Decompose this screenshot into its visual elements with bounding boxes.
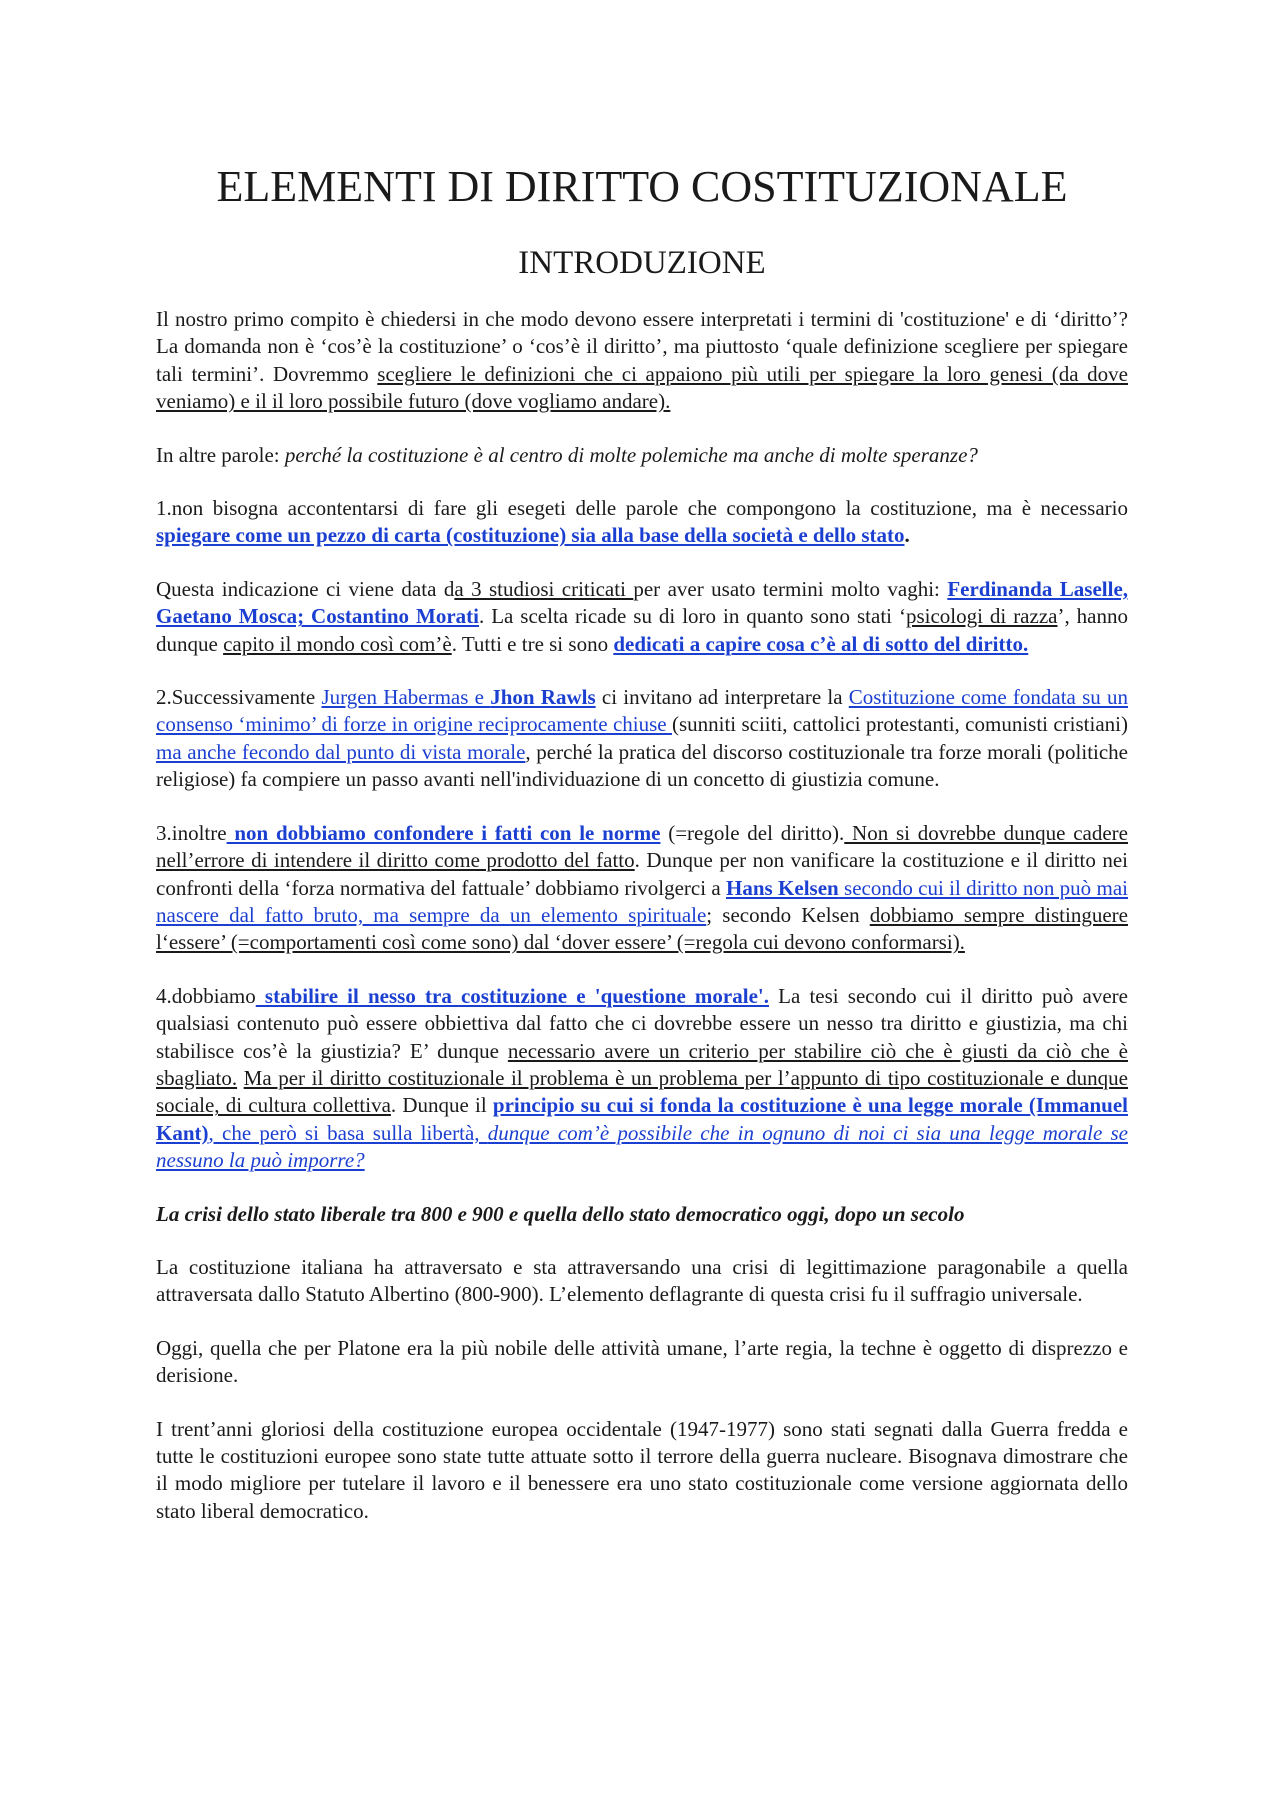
paragraph-point-1 [156, 495, 1128, 550]
link-habermas[interactable]: Jurgen Habermas e [321, 685, 491, 710]
link-legge-morale-question[interactable]: dunque com’è possibile che in ognuno di noi ci sia una legge morale se nessuno la può imporre? [156, 1120, 1128, 1173]
text: . Dunque per non vanificare la costituzione e il diritto nei confronti della ‘forza normativa del fattuale’ dobbiamo rivolgerci a [156, 848, 1129, 900]
link-studiosi-names[interactable]: Ferdinanda Laselle, Gaetano Mosca; Costantino Morati [156, 576, 1129, 629]
link-fatti-norme[interactable]: non dobbiamo confondere i fatti con le norme [226, 820, 661, 845]
text: . Dunque il [390, 1093, 493, 1118]
link-liberta[interactable]: , che però si basa sulla libertà, [208, 1120, 488, 1145]
link-rawls[interactable]: Jhon Rawls [490, 685, 596, 710]
link-principio-kant[interactable]: principio su cui si fonda la costituzione è una legge morale (Immanuel Kant) [156, 1093, 1129, 1145]
text: La tesi secondo cui il diritto può avere qualsiasi contenuto può essere obbiettiva dal fatto che ci dovrebbe essere un nesso tra diritto e giustizia, ma chi stabilisce cos’è la giustizia? E’ dunque [156, 983, 1128, 1063]
text: . [904, 523, 910, 548]
link-costituzione-consenso[interactable]: Costituzione come fondata su un consenso ‘minimo’ di forze in origine reciprocamente chiuse [156, 685, 1128, 737]
underlined-text: necessario avere un criterio per stabilire ciò che è giusti da ciò che è sbagliato. [156, 1038, 1129, 1090]
text: 4.dobbiamo [156, 983, 256, 1008]
text: , perché la pratica del discorso costituzionale tra forze morali (politiche religiose) fa compiere un passo avanti nell'individuazione di un concetto di giustizia comune. [156, 739, 1128, 792]
italic-question: perché la costituzione è al centro di molte polemiche ma anche di molte speranze? [284, 442, 978, 467]
text: (sunniti sciiti, cattolici protestanti, comunisti cristiani) [671, 712, 1128, 737]
text: per aver usato termini molto vaghi: [633, 576, 948, 601]
text: . Tutti e tre si sono [451, 631, 614, 656]
section-heading-crisi: La crisi dello stato liberale tra 800 e 900 e quella dello stato democratico oggi, dopo un secolo [156, 1201, 965, 1226]
paragraph-question [156, 442, 1128, 469]
link-kelsen-spirituale[interactable]: secondo cui il diritto non può mai nascere dal fatto bruto, ma sempre da un elemento spirituale [156, 875, 1128, 927]
text: . La scelta ricade su di loro in quanto sono stati ‘ [478, 604, 906, 629]
document-title: ELEMENTI DI DIRITTO COSTITUZIONALE [216, 162, 1068, 211]
underlined-text: a 3 studiosi criticati [454, 576, 634, 601]
text: 3.inoltre [156, 820, 227, 845]
text: Il nostro primo compito è chiedersi in che modo devono essere interpretati i termini di 'costituzione' e di ‘diritto’? La domanda non è ‘cos’è la costituzione’ o ‘cos’è il diritto’, ma piuttosto ‘quale definizione scegliere per spiegare tali termini’. Dovremmo [156, 307, 1128, 386]
link-fecondo-morale[interactable]: ma anche fecondo dal punto di vista morale [156, 739, 526, 764]
section-title-introduzione: INTRODUZIONE [518, 245, 766, 281]
text: 1.non bisogna accontentarsi di fare gli esegeti delle parole che compongono la costituzione, ma è necessario [156, 496, 1128, 521]
underlined-text: psicologi di razza [905, 604, 1058, 629]
underlined-text: Non si dovrebbe dunque cadere nell’errore di intendere il diritto come prodotto del fatto [156, 820, 1128, 873]
underlined-text: capito il mondo così com’è [223, 631, 452, 656]
link-dedicati[interactable]: dedicati a capire cosa c’è al di sotto del diritto. [613, 631, 1029, 656]
text: Questa indicazione ci viene data d [156, 576, 455, 601]
text: ci invitano ad interpretare la [595, 685, 849, 710]
paragraph-point-2 [156, 684, 1128, 794]
text: 2.Successivamente [156, 685, 322, 710]
paragraph-trentanni: I trent’anni gloriosi della costituzione europea occidentale (1947-1977) sono stati segnati dalla Guerra fredda e tutte le costituzioni europee sono state tutte attuate sotto il terrore della guerra nucleare. Bisognava dimostrare che il modo migliore per tutelare il lavoro e il benessere era uno stato costituzionale come versione aggiornata dello stato liberal democratico. [156, 1416, 1128, 1523]
text: ’, hanno dunque [156, 604, 1128, 656]
link-nesso-morale[interactable]: stabilire il nesso tra costituzione e 'questione morale'. [255, 983, 769, 1008]
paragraph-platone: Oggi, quella che per Platone era la più nobile delle attività umane, l’arte regia, la techne è oggetto di disprezzo e derisione. [156, 1335, 1128, 1388]
text [237, 1066, 244, 1090]
paragraph-intro [156, 306, 1128, 416]
underlined-text: Ma per il diritto costituzionale il problema è un problema per l’appunto di tipo costituzionale e dunque sociale, di cultura collettiva [156, 1065, 1128, 1118]
link-spiegare[interactable]: spiegare come un pezzo di carta (costituzione) sia alla base della società e dello stato [156, 523, 905, 548]
text: In altre parole: [156, 442, 285, 467]
text: ; secondo Kelsen [706, 902, 870, 927]
paragraph-statuto: La costituzione italiana ha attraversato e sta attraversando una crisi di legittimazione paragonabile a quella attraversata dallo Statuto Albertino (800-900). L’elemento deflagrante di questa crisi fu il suffragio universale. [156, 1254, 1128, 1307]
paragraph-point-3 [156, 820, 1128, 957]
underlined-text: dobbiamo sempre distinguere l‘essere’ (=comportamenti così come sono) dal ‘dover essere’ (=regola cui devono conformarsi). [156, 902, 1128, 955]
paragraph-studiosi [156, 576, 1128, 658]
link-kelsen[interactable]: Hans Kelsen [726, 875, 839, 900]
paragraph-point-4 [156, 983, 1128, 1175]
underlined-text: scegliere le definizioni che ci appaiono più utili per spiegare la loro genesi (da dove veniamo) e il il loro possibile futuro (dove vogliamo andare). [156, 361, 1128, 414]
text: (=regole del diritto). [660, 820, 845, 845]
